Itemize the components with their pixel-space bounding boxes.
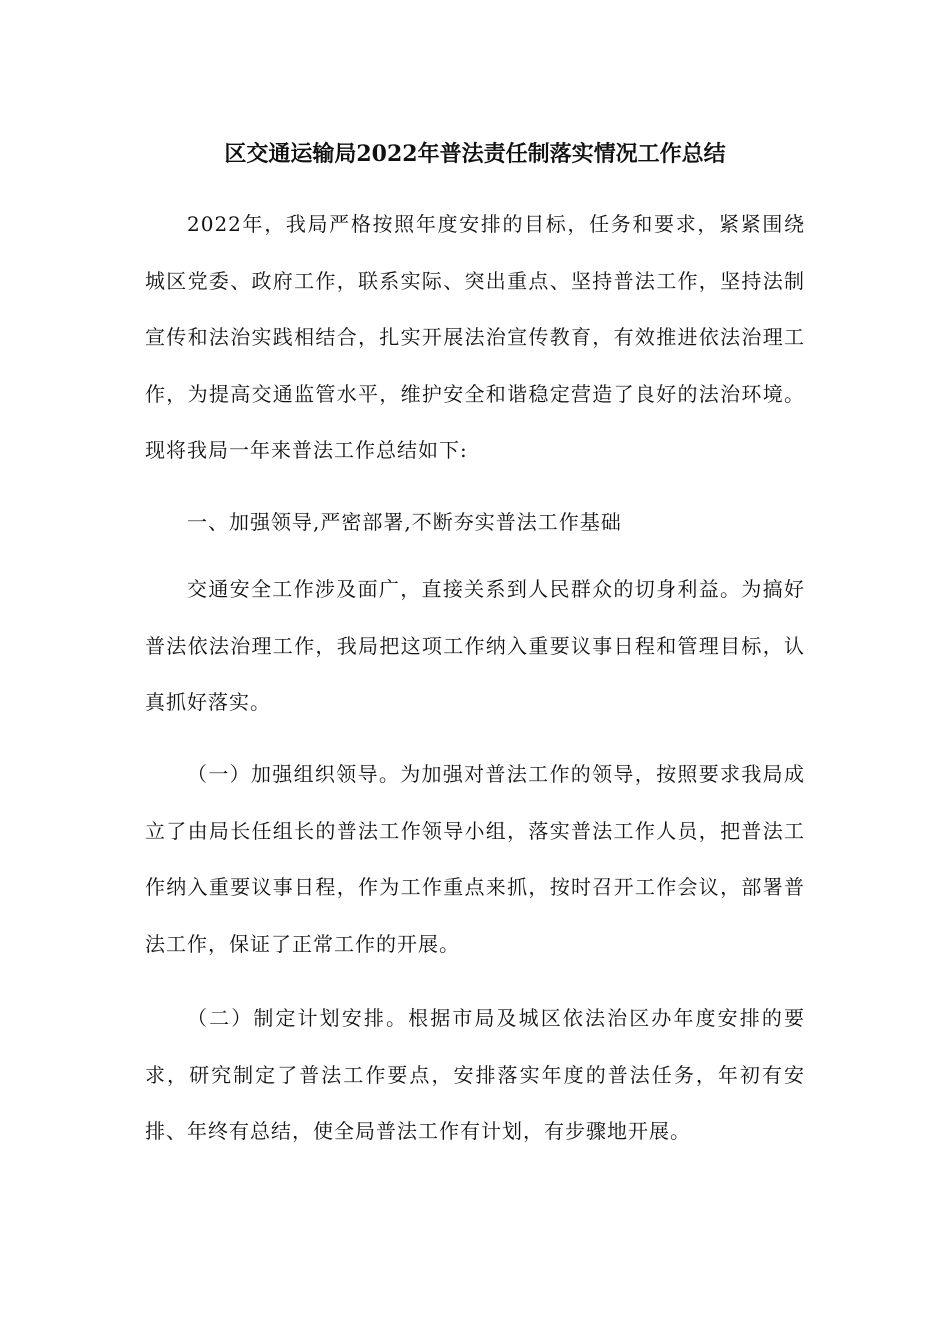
- section-1-body: 交通安全工作涉及面广，直接关系到人民群众的切身利益。为搞好普法依法治理工作，我局把这项工作纳入重要议事日程和管理目标，认真抓好落实。: [145, 577, 805, 714]
- subsection-1-paragraph: （一）加强组织领导。为加强对普法工作的领导，按照要求我局成立了由局长任组长的普法工作领导小组，落实普法工作人员，把普法工作纳入重要议事日程，作为工作重点来抓，按时召开工作会议，部署普法工作，保证了正常工作的开展。: [145, 762, 805, 956]
- subsection-2-paragraph: （二）制定计划安排。根据市局及城区依法治区办年度安排的要求，研究制定了普法工作要点，安排落实年度的普法任务，年初有安排、年终有总结，使全局普法工作有计划，有步骤地开展。: [145, 1006, 805, 1143]
- document-title: 区交通运输局2022年普法责任制落实情况工作总结: [224, 141, 726, 167]
- intro-paragraph: 2022年，我局严格按照年度安排的目标，任务和要求，紧紧围绕城区党委、政府工作，联系实际、突出重点、坚持普法工作，坚持法制宣传和法治实践相结合，扎实开展法治宣传教育，有效推进依法治理工作，为提高交通监管水平，维护安全和谐稳定营造了良好的法治环境。现将我局一年来普法工作总结如下:: [145, 212, 805, 462]
- section-1-heading: 一、加强领导,严密部署,不断夯实普法工作基础: [187, 510, 622, 534]
